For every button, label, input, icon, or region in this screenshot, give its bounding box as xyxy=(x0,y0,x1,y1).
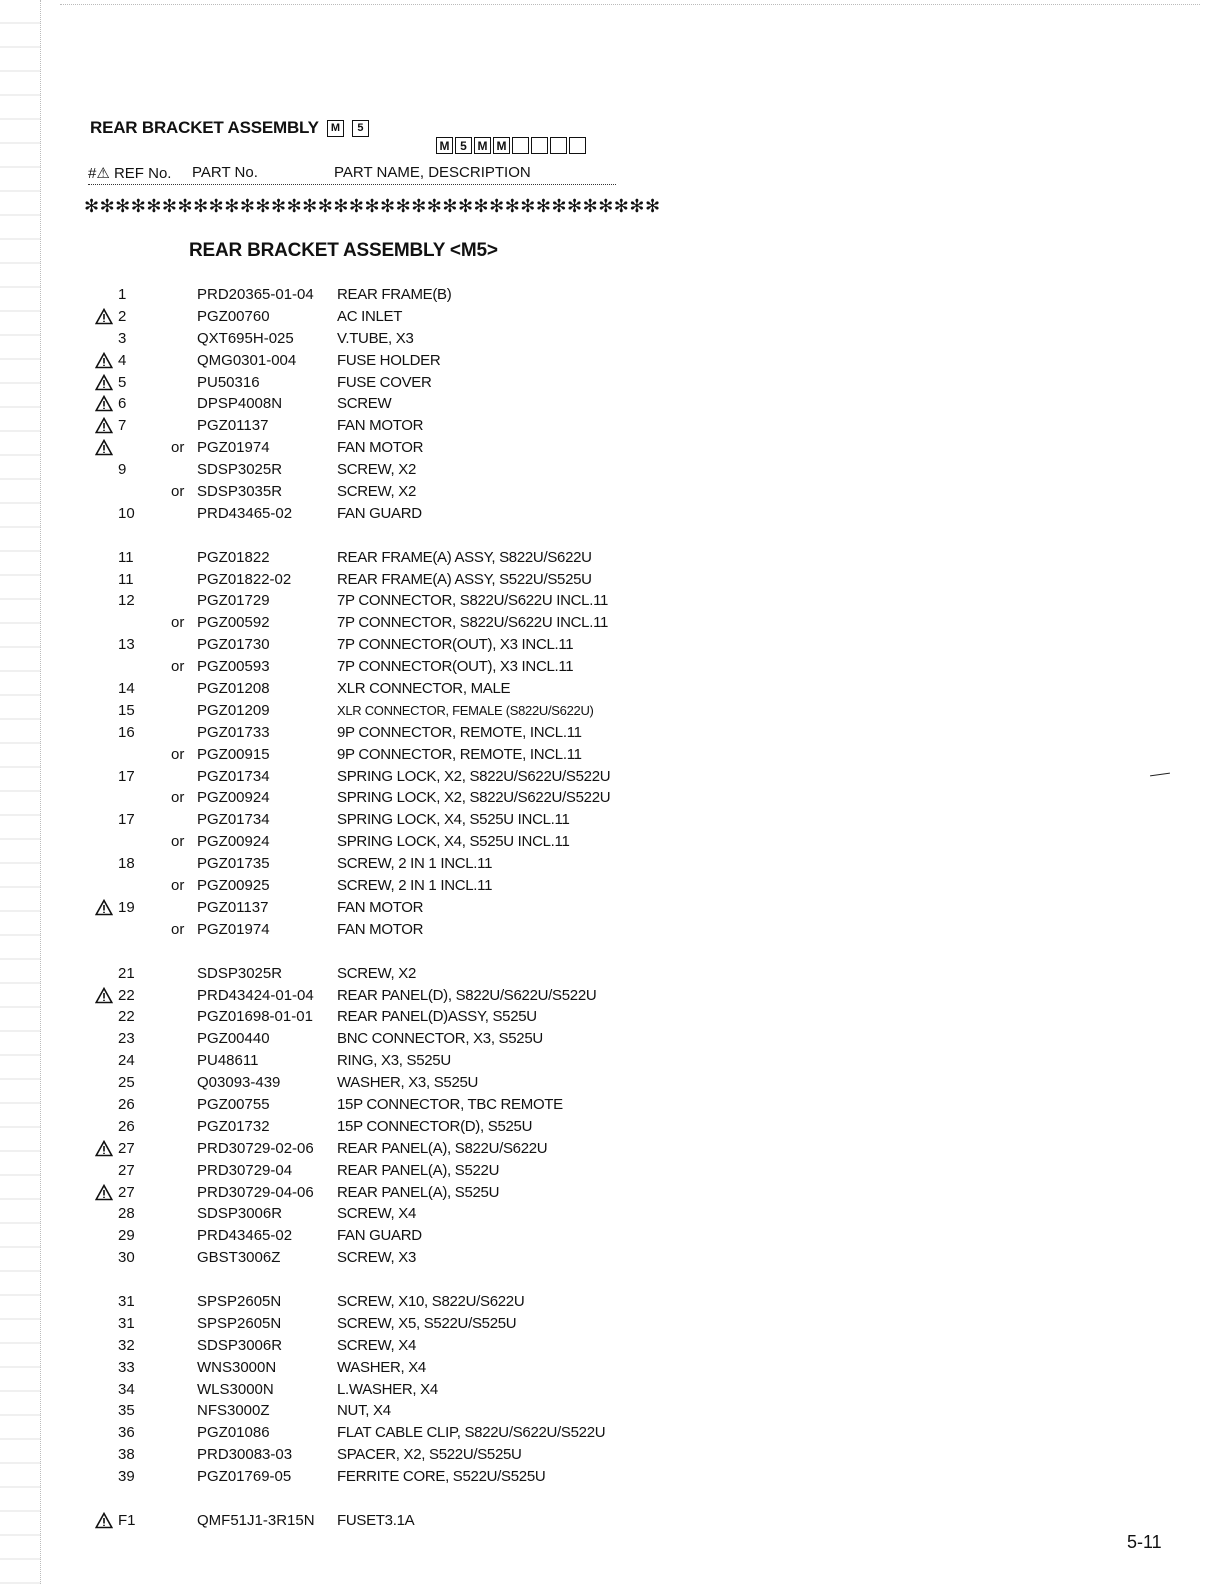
part-description: V.TUBE, X3 xyxy=(337,329,414,347)
part-number: PGZ01734 xyxy=(197,767,270,785)
table-row xyxy=(0,350,1224,372)
table-row xyxy=(0,1247,1224,1269)
ref-number: 16 xyxy=(118,723,135,741)
part-description: BNC CONNECTOR, X3, S525U xyxy=(337,1030,543,1048)
table-row xyxy=(0,284,1224,306)
ref-number: 30 xyxy=(118,1249,135,1267)
alternate-marker: or xyxy=(171,439,185,457)
part-description: FAN MOTOR xyxy=(337,417,424,435)
table-row xyxy=(0,700,1224,722)
table-row xyxy=(0,809,1224,831)
part-number: WLS3000N xyxy=(197,1380,274,1398)
page-title-text: REAR BRACKET ASSEMBLY xyxy=(90,118,319,137)
part-number: PGZ01730 xyxy=(197,636,270,654)
part-number: SDSP3006R xyxy=(197,1336,283,1354)
part-description: SCREW, 2 IN 1 INCL.11 xyxy=(337,877,493,895)
part-number: PGZ00440 xyxy=(197,1030,270,1048)
model-box xyxy=(512,137,529,154)
ref-number: 27 xyxy=(118,1139,135,1157)
alternate-marker: or xyxy=(171,877,185,895)
part-description: AC INLET xyxy=(337,307,403,325)
ref-number: 13 xyxy=(118,636,135,654)
part-number: PRD43465-02 xyxy=(197,1227,293,1245)
alternate-marker: or xyxy=(171,614,185,632)
part-number: PRD30083-03 xyxy=(197,1446,293,1464)
part-description: SCREW xyxy=(337,395,392,413)
table-row xyxy=(0,481,1224,503)
safety-warning-icon xyxy=(95,439,113,456)
ref-number: 22 xyxy=(118,1008,135,1026)
part-description: FLAT CABLE CLIP, S822U/S622U/S522U xyxy=(337,1424,606,1442)
part-number: PGZ01137 xyxy=(197,898,269,916)
table-row xyxy=(0,744,1224,766)
part-description: FAN MOTOR xyxy=(337,439,424,457)
part-description: SCREW, X5, S522U/S525U xyxy=(337,1314,517,1332)
part-number: DPSP4008N xyxy=(197,395,283,413)
part-number: QXT695H-025 xyxy=(197,329,294,347)
ref-number: 12 xyxy=(118,592,135,610)
table-row xyxy=(0,372,1224,394)
part-description: FERRITE CORE, S522U/S525U xyxy=(337,1468,546,1486)
ref-number: 9 xyxy=(118,461,127,479)
table-row xyxy=(0,1400,1224,1422)
table-row xyxy=(0,656,1224,678)
safety-warning-icon xyxy=(95,899,113,916)
header-part-no: PART No. xyxy=(192,164,258,181)
part-description: SCREW, X4 xyxy=(337,1336,416,1354)
part-number: PGZ01735 xyxy=(197,855,270,873)
safety-warning-icon xyxy=(95,987,113,1004)
title-box-m: M xyxy=(327,120,344,137)
part-number: PGZ00915 xyxy=(197,745,270,763)
part-description: 7P CONNECTOR, S822U/S622U INCL.11 xyxy=(337,614,609,632)
ref-number: 25 xyxy=(118,1074,135,1092)
table-row xyxy=(0,1225,1224,1247)
ref-number: 10 xyxy=(118,504,135,522)
part-description: SCREW, X2 xyxy=(337,483,416,501)
part-number: SDSP3025R xyxy=(197,964,283,982)
part-number: PGZ00755 xyxy=(197,1095,270,1113)
part-description: SCREW, X2 xyxy=(337,461,416,479)
part-description: SPRING LOCK, X2, S822U/S622U/S522U xyxy=(337,767,611,785)
ref-number: 15 xyxy=(118,701,135,719)
part-number: PRD43465-02 xyxy=(197,504,293,522)
part-number: SDSP3025R xyxy=(197,461,283,479)
part-number: PGZ01732 xyxy=(197,1117,270,1135)
table-row xyxy=(0,1291,1224,1313)
table-row xyxy=(0,1313,1224,1335)
model-box: M xyxy=(436,137,453,154)
ref-number: 2 xyxy=(118,307,127,325)
ref-number: 36 xyxy=(118,1424,135,1442)
part-description: 15P CONNECTOR(D), S525U xyxy=(337,1117,533,1135)
row-spacer xyxy=(0,1269,1224,1291)
part-number: PRD30729-04 xyxy=(197,1161,293,1179)
table-row xyxy=(0,1203,1224,1225)
part-description: 7P CONNECTOR(OUT), X3 INCL.11 xyxy=(337,658,574,676)
header-dotted-rule xyxy=(88,184,616,185)
table-row xyxy=(0,1138,1224,1160)
ref-number: 21 xyxy=(118,964,135,982)
table-row xyxy=(0,1094,1224,1116)
table-row xyxy=(0,437,1224,459)
part-description: REAR PANEL(A), S822U/S622U xyxy=(337,1139,548,1157)
part-description: FAN MOTOR xyxy=(337,920,424,938)
ref-number: 6 xyxy=(118,395,127,413)
part-description: WASHER, X3, S525U xyxy=(337,1074,479,1092)
part-number: SPSP2605N xyxy=(197,1314,282,1332)
part-number: PGZ01974 xyxy=(197,439,270,457)
part-description: REAR PANEL(D)ASSY, S525U xyxy=(337,1008,537,1026)
part-number: PRD20365-01-04 xyxy=(197,286,314,303)
part-description: SPRING LOCK, X4, S525U INCL.11 xyxy=(337,811,570,829)
table-row xyxy=(0,919,1224,941)
part-number: PGZ01974 xyxy=(197,920,270,938)
part-description: REAR PANEL(A), S525U xyxy=(337,1183,500,1201)
part-number: PGZ01733 xyxy=(197,723,270,741)
ref-number: 17 xyxy=(118,767,135,785)
table-row xyxy=(0,1182,1224,1204)
table-row xyxy=(0,328,1224,350)
table-row xyxy=(0,459,1224,481)
table-row xyxy=(0,1422,1224,1444)
part-number: QMF51J1-3R15N xyxy=(197,1511,315,1529)
table-row xyxy=(0,415,1224,437)
table-row xyxy=(0,766,1224,788)
part-description: SCREW, X4 xyxy=(337,1205,416,1223)
table-row xyxy=(0,1006,1224,1028)
ref-number: 18 xyxy=(118,855,135,873)
part-number: PGZ01769-05 xyxy=(197,1468,292,1486)
part-number: PRD30729-04-06 xyxy=(197,1183,314,1201)
ref-number: 39 xyxy=(118,1468,135,1486)
table-row xyxy=(0,787,1224,809)
part-number: SDSP3006R xyxy=(197,1205,283,1223)
part-number: SPSP2605N xyxy=(197,1292,282,1310)
part-description: WASHER, X4 xyxy=(337,1358,426,1376)
part-number: PGZ01086 xyxy=(197,1424,270,1442)
part-number: WNS3000N xyxy=(197,1358,277,1376)
model-box: 5 xyxy=(455,137,472,154)
section-title: REAR BRACKET ASSEMBLY <M5> xyxy=(189,240,498,261)
ref-number: 38 xyxy=(118,1446,135,1464)
ref-number: 32 xyxy=(118,1336,135,1354)
part-description: REAR FRAME(B) xyxy=(337,286,452,303)
table-row xyxy=(0,393,1224,415)
alternate-marker: or xyxy=(171,833,185,851)
ref-number: 1 xyxy=(118,286,127,303)
safety-warning-icon xyxy=(95,1184,113,1201)
part-description: SPACER, X2, S522U/S525U xyxy=(337,1446,522,1464)
table-row xyxy=(0,1160,1224,1182)
part-number: PGZ01729 xyxy=(197,592,270,610)
parts-table xyxy=(0,284,1224,1532)
part-number: PGZ00592 xyxy=(197,614,270,632)
part-number: PGZ01208 xyxy=(197,680,270,698)
ref-number: 5 xyxy=(118,373,127,391)
safety-warning-icon xyxy=(95,352,113,369)
part-number: PRD30729-02-06 xyxy=(197,1139,314,1157)
page-number: 5-11 xyxy=(1127,1532,1162,1552)
ref-number: 4 xyxy=(118,351,127,369)
table-row xyxy=(0,853,1224,875)
part-number: PGZ01698-01-01 xyxy=(197,1008,313,1026)
part-description: REAR FRAME(A) ASSY, S522U/S525U xyxy=(337,570,592,588)
part-number: PGZ00924 xyxy=(197,789,270,807)
alternate-marker: or xyxy=(171,920,185,938)
ref-number: 27 xyxy=(118,1183,135,1201)
ref-number: F1 xyxy=(118,1511,136,1529)
part-number: PGZ01734 xyxy=(197,811,270,829)
ref-number: 14 xyxy=(118,680,135,698)
table-row xyxy=(0,1335,1224,1357)
part-number: PGZ01822-02 xyxy=(197,570,292,588)
page-title xyxy=(90,118,369,138)
table-row xyxy=(0,831,1224,853)
ref-number: 22 xyxy=(118,986,135,1004)
ref-number: 35 xyxy=(118,1402,135,1420)
part-description: 15P CONNECTOR, TBC REMOTE xyxy=(337,1095,563,1113)
asterisk-separator: ✻✻✻✻✻✻✻✻✻✻✻✻✻✻✻✻✻✻✻✻✻✻✻✻✻✻✻✻✻✻✻✻✻✻✻✻✻ xyxy=(84,196,661,216)
ref-number: 11 xyxy=(118,570,134,588)
safety-warning-icon xyxy=(95,374,113,391)
part-description: FUSET3.1A xyxy=(337,1511,415,1529)
part-description: SCREW, X10, S822U/S622U xyxy=(337,1292,525,1310)
part-description: 7P CONNECTOR(OUT), X3 INCL.11 xyxy=(337,636,574,654)
top-dotted-rule xyxy=(60,4,1200,5)
ref-number: 34 xyxy=(118,1380,135,1398)
part-description: SCREW, 2 IN 1 INCL.11 xyxy=(337,855,493,873)
model-applicability-boxes xyxy=(436,137,586,154)
part-description: SCREW, X3 xyxy=(337,1249,416,1267)
part-description: SPRING LOCK, X4, S525U INCL.11 xyxy=(337,833,570,851)
part-number: QMG0301-004 xyxy=(197,351,297,369)
table-row xyxy=(0,634,1224,656)
part-description: FAN GUARD xyxy=(337,1227,422,1245)
part-description: FUSE HOLDER xyxy=(337,351,441,369)
ref-number: 27 xyxy=(118,1161,135,1179)
ref-number: 3 xyxy=(118,329,127,347)
table-row xyxy=(0,1379,1224,1401)
part-number: PGZ00593 xyxy=(197,658,270,676)
part-description: 7P CONNECTOR, S822U/S622U INCL.11 xyxy=(337,592,609,610)
alternate-marker: or xyxy=(171,658,185,676)
part-description: FAN MOTOR xyxy=(337,898,424,916)
table-row xyxy=(0,590,1224,612)
table-row xyxy=(0,1466,1224,1488)
part-number: NFS3000Z xyxy=(197,1402,270,1420)
part-description: XLR CONNECTOR, MALE xyxy=(337,680,511,698)
part-description: L.WASHER, X4 xyxy=(337,1380,438,1398)
part-number: PGZ00924 xyxy=(197,833,270,851)
part-number: Q03093-439 xyxy=(197,1074,281,1092)
part-description: XLR CONNECTOR, FEMALE (S822U/S622U) xyxy=(337,702,594,718)
part-number: PGZ01209 xyxy=(197,701,270,719)
safety-warning-icon xyxy=(95,395,113,412)
model-box xyxy=(531,137,548,154)
table-row xyxy=(0,963,1224,985)
ref-number: 11 xyxy=(118,548,134,566)
table-row xyxy=(0,1510,1224,1532)
row-spacer xyxy=(0,1488,1224,1510)
ref-number: 24 xyxy=(118,1052,135,1070)
safety-warning-icon xyxy=(95,308,113,325)
alternate-marker: or xyxy=(171,483,185,501)
part-description: NUT, X4 xyxy=(337,1402,391,1420)
part-number: PRD43424-01-04 xyxy=(197,986,314,1004)
alternate-marker: or xyxy=(171,789,185,807)
ref-number: 19 xyxy=(118,898,135,916)
table-row xyxy=(0,1357,1224,1379)
part-description: RING, X3, S525U xyxy=(337,1052,451,1070)
table-row xyxy=(0,722,1224,744)
table-row xyxy=(0,1116,1224,1138)
part-number: GBST3006Z xyxy=(197,1249,281,1267)
header-ref-no: #⚠ REF No. xyxy=(88,165,172,182)
safety-warning-icon xyxy=(95,1140,113,1157)
table-row xyxy=(0,1444,1224,1466)
header-description: PART NAME, DESCRIPTION xyxy=(334,164,531,181)
part-number: PGZ01822 xyxy=(197,548,270,566)
table-row xyxy=(0,897,1224,919)
table-row xyxy=(0,875,1224,897)
title-box-5: 5 xyxy=(352,120,369,137)
model-box: M xyxy=(474,137,491,154)
part-number: PGZ01137 xyxy=(197,417,269,435)
ref-number: 29 xyxy=(118,1227,135,1245)
model-box xyxy=(569,137,586,154)
column-headers xyxy=(88,164,531,182)
row-spacer xyxy=(0,525,1224,547)
part-description: REAR PANEL(A), S522U xyxy=(337,1161,500,1179)
table-row xyxy=(0,1028,1224,1050)
ref-number: 28 xyxy=(118,1205,135,1223)
safety-warning-icon xyxy=(95,1512,113,1529)
ref-number: 26 xyxy=(118,1095,135,1113)
part-number: PU48611 xyxy=(197,1052,259,1070)
ref-number: 31 xyxy=(118,1292,135,1310)
table-row xyxy=(0,547,1224,569)
table-row xyxy=(0,985,1224,1007)
row-spacer xyxy=(0,941,1224,963)
table-row xyxy=(0,1050,1224,1072)
part-number: PGZ00925 xyxy=(197,877,270,895)
table-row xyxy=(0,503,1224,525)
part-description: FAN GUARD xyxy=(337,504,422,522)
ref-number: 23 xyxy=(118,1030,135,1048)
table-row xyxy=(0,569,1224,591)
part-number: PU50316 xyxy=(197,373,260,391)
table-row xyxy=(0,612,1224,634)
ref-number: 26 xyxy=(118,1117,135,1135)
part-description: 9P CONNECTOR, REMOTE, INCL.11 xyxy=(337,745,582,763)
model-box xyxy=(550,137,567,154)
part-description: FUSE COVER xyxy=(337,373,432,391)
safety-warning-icon xyxy=(95,417,113,434)
table-row xyxy=(0,678,1224,700)
model-box: M xyxy=(493,137,510,154)
part-description: SPRING LOCK, X2, S822U/S622U/S522U xyxy=(337,789,611,807)
part-description: SCREW, X2 xyxy=(337,964,416,982)
ref-number: 33 xyxy=(118,1358,135,1376)
part-description: REAR FRAME(A) ASSY, S822U/S622U xyxy=(337,548,592,566)
table-row xyxy=(0,306,1224,328)
ref-number: 17 xyxy=(118,811,135,829)
alternate-marker: or xyxy=(171,745,185,763)
ref-number: 31 xyxy=(118,1314,135,1332)
part-number: SDSP3035R xyxy=(197,483,283,501)
part-description: REAR PANEL(D), S822U/S622U/S522U xyxy=(337,986,597,1004)
part-description: 9P CONNECTOR, REMOTE, INCL.11 xyxy=(337,723,582,741)
part-number: PGZ00760 xyxy=(197,307,270,325)
ref-number: 7 xyxy=(118,417,127,435)
table-row xyxy=(0,1072,1224,1094)
